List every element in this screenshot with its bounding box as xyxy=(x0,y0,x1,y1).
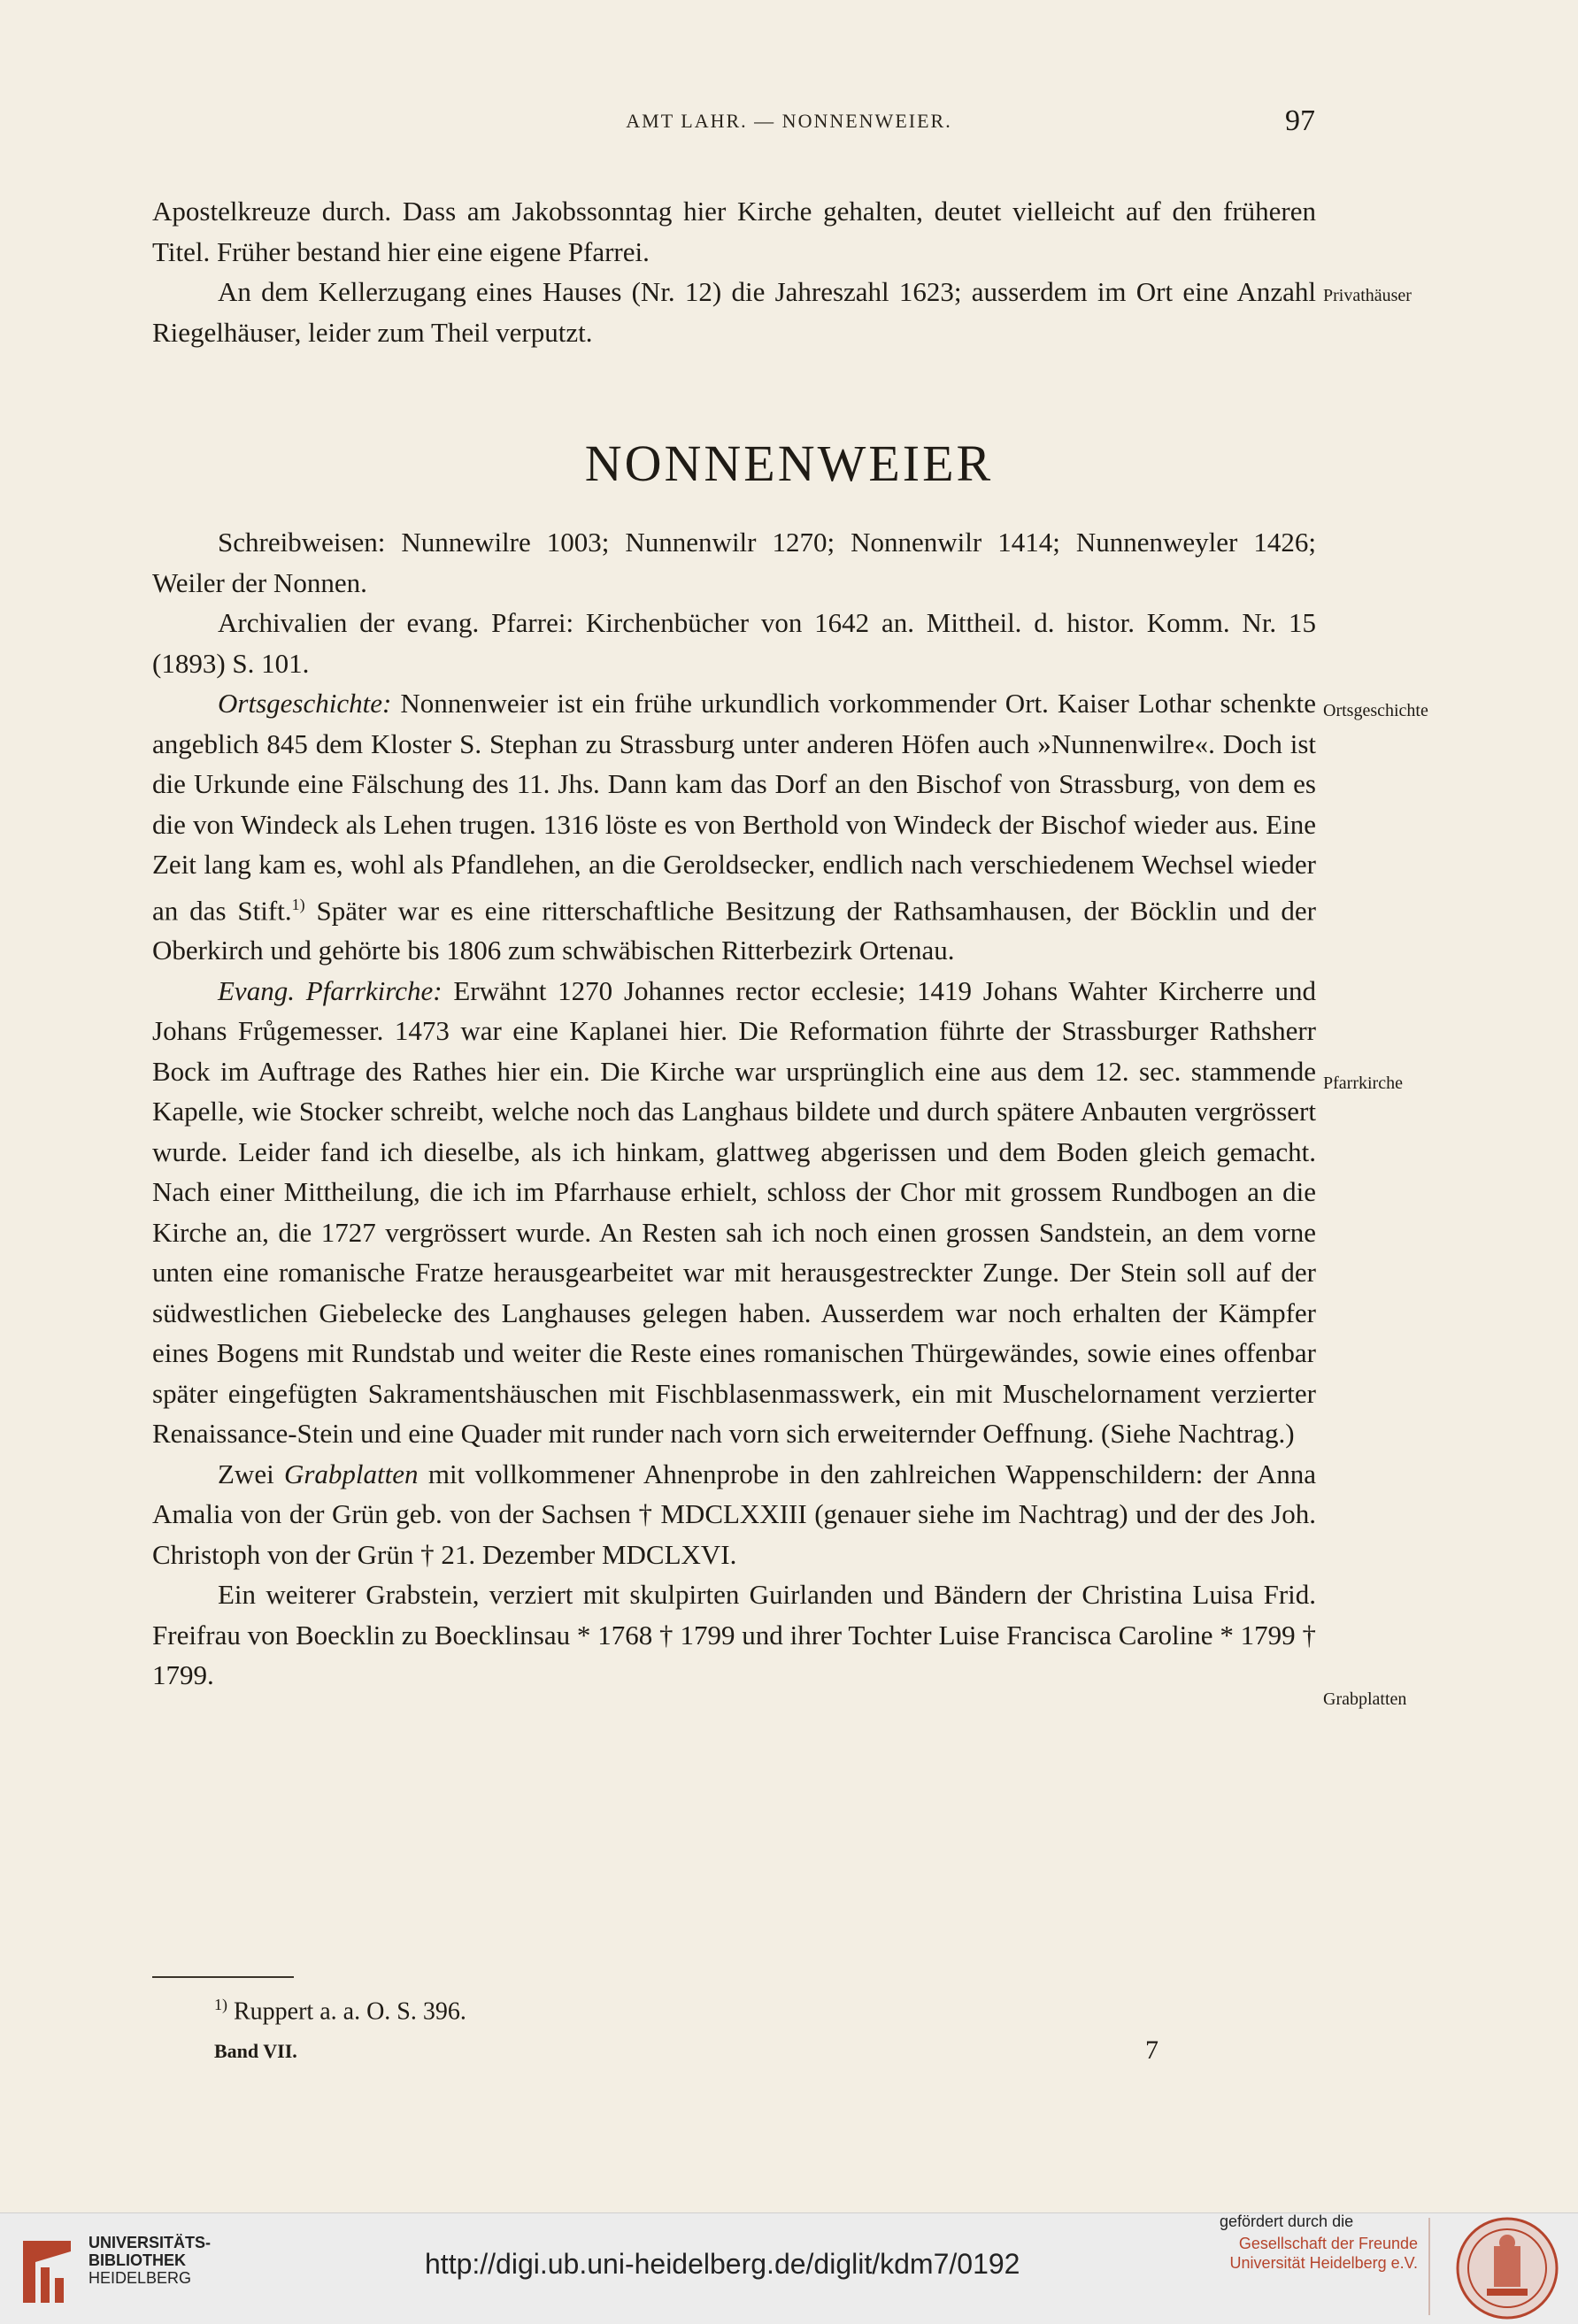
volume-label: Band VII. xyxy=(214,2040,297,2062)
ortsgeschichte-text-a: Nonnenweier ist ein frühe urkundlich vorkommender Ort. Kaiser Lothar schenkte angeblich 845 dem Kloster S. Stephan zu Strassburg unter anderen Höfen auch »Nunnenwilre«. Doch ist die Urkunde eine Fälschung des 11. Jhs. Dann kam das Dorf an den Bischof von Strassburg, von dem es die von Windeck als Lehen trugen. 1316 löste es von Berthold von Windeck der Bischof wieder aus. Eine Zeit lang kam es, wohl als Pfandlehen, an die Geroldsecker, endlich nach verschiedenem Wechsel wieder an das Stift. xyxy=(152,688,1316,926)
paragraph-ortsgeschichte xyxy=(152,683,1316,971)
rubric-ortsgeschichte: Ortsgeschichte: xyxy=(218,688,392,719)
rubric-pfarrkirche: Evang. Pfarrkirche: xyxy=(218,974,443,1006)
paragraph-grabplatten xyxy=(152,1454,1316,1575)
rubric-grabplatten: Grabplatten xyxy=(283,1458,419,1489)
running-title: AMT LAHR. — NONNENWEIER. xyxy=(626,110,952,132)
footnote-text: Ruppert a. a. O. S. 396. xyxy=(227,1997,466,2026)
ortsgeschichte-text-b: Später war es eine ritterschaftliche Besitzung der Rathsamhausen, der Böcklin und der Oberkirch und gehörte bis 1806 zum schwäbischen Ritterbezirk Ortenau. xyxy=(152,894,1316,966)
footnote xyxy=(214,1996,466,2026)
footer-divider xyxy=(1428,2218,1430,2315)
top-text-block xyxy=(152,191,1316,352)
printer-signature: 7 xyxy=(1145,2035,1158,2065)
university-library-logo-icon xyxy=(16,2232,78,2306)
permalink-url[interactable]: http://digi.ub.uni-heidelberg.de/diglit/kdm7/0192 xyxy=(425,2248,1020,2280)
paragraph-grabstein: Ein weiterer Grabstein, verziert mit skulpirten Guirlanden und Bändern der Christina Luisa Frid. Freifrau von Boecklin zu Boecklinsau * 1768 † 1799 und ihrer Tochter Luise Francisca Caroline * 1799 † 1799. xyxy=(152,1579,1316,1691)
pfarrkirche-text: Erwähnt 1270 Johannes rector ecclesie; 1419 Johans Wahter Kircherre und Johans Frůgemesser. 1473 war eine Kaplanei hier. Die Reformation führte der Strassburger Rathsherr Bock im Auftrage des Rathes hier ein. Die Kirche war ursprünglich eine aus dem 12. sec. stammende Kapelle, wie Stocker schreibt, welche noch das Langhaus bildete und durch spätere Anbauten vergrössert wurde. Leider fand ich dieselbe, als ich hinkam, glattweg abgerissen und dem Boden gleich gemacht. Nach einer Mittheilung, die ich im Pfarrhause erhielt, schloss der Chor mit grossem Rundbogen an die Kirche an, die 1727 vergrössert wurde. An Resten sah ich noch einen grossen Sandstein, an dem vorne unten eine romanische Fratze herausgearbeitet war mit herausgestreckter Zunge. Der Stein soll auf der südwestlichen Giebelecke des Langhauses gelegen haben. Ausserdem war noch erhalten der Kämpfer eines Bogens mit Rundstab und weiter die Reste eines romanischen Thürgewändes, sowie eines offenbar später eingefügten Sakramentshäuschen mit Fischblasenmasswerk, ein mit Muschelornament verzierter Renaissance-Stein und eine Quader mit runder nach vorn sich erweiternder Oeffnung. (Siehe Nachtrag.) xyxy=(152,974,1317,1450)
paragraph-kellerzugang: An dem Kellerzugang eines Hauses (Nr. 12) die Jahreszahl 1623; ausserdem im Ort eine Anzahl Riegelhäuser, leider zum Theil verputzt. xyxy=(152,276,1316,348)
paragraph-apostelkreuze: Apostelkreuze durch. Dass am Jakobssonntag hier Kirche gehalten, deutet vielleicht auf den früheren Titel. Früher bestand hier eine eigene Pfarrei. xyxy=(152,196,1316,267)
paragraph-archivalien: Archivalien der evang. Pfarrei: Kirchenbücher von 1642 an. Mittheil. d. histor. Komm. Nr. 15 (1893) S. 101. xyxy=(152,607,1316,679)
society-name: Gesellschaft der Freunde Universität Heidelberg e.V. xyxy=(1229,2235,1418,2272)
sidenote-privathaeuser: Privathäuser xyxy=(1323,286,1412,305)
grab-text-pre: Zwei xyxy=(218,1458,284,1489)
page-number: 97 xyxy=(1285,104,1315,137)
sidenote-ortsgeschichte: Ortsgeschichte xyxy=(1323,701,1428,720)
university-seal-icon xyxy=(1455,2216,1559,2320)
funded-by-label: gefördert durch die xyxy=(1220,2212,1354,2230)
paragraph-pfarrkirche xyxy=(152,971,1316,1454)
university-library-name: UNIVERSITÄTS- BIBLIOTHEK HEIDELBERG xyxy=(89,2234,212,2287)
footnote-reference: 1) xyxy=(291,895,305,913)
sidenote-grabplatten: Grabplatten xyxy=(1323,1689,1407,1709)
footnote-rule xyxy=(152,1976,294,1978)
main-text-block xyxy=(152,522,1316,1696)
footnote-marker: 1) xyxy=(214,1996,227,2013)
sidenote-pfarrkirche: Pfarrkirche xyxy=(1323,1074,1403,1093)
grab-text-post: mit vollkommener Ahnenprobe in den zahlreichen Wappenschildern: der Anna Amalia von der Grün geb. von der Sachsen † MDCLXXIII (genauer siehe im Nachtrag) und der des Joh. Christoph von der Grün † 21. Dezember MDCLXVI. xyxy=(152,1458,1316,1570)
section-title: NONNENWEIER xyxy=(584,435,994,492)
paragraph-schreibweisen: Schreibweisen: Nunnewilre 1003; Nunnenwilr 1270; Nonnenwilr 1414; Nunnenweyler 1426; Weiler der Nonnen. xyxy=(152,527,1316,598)
